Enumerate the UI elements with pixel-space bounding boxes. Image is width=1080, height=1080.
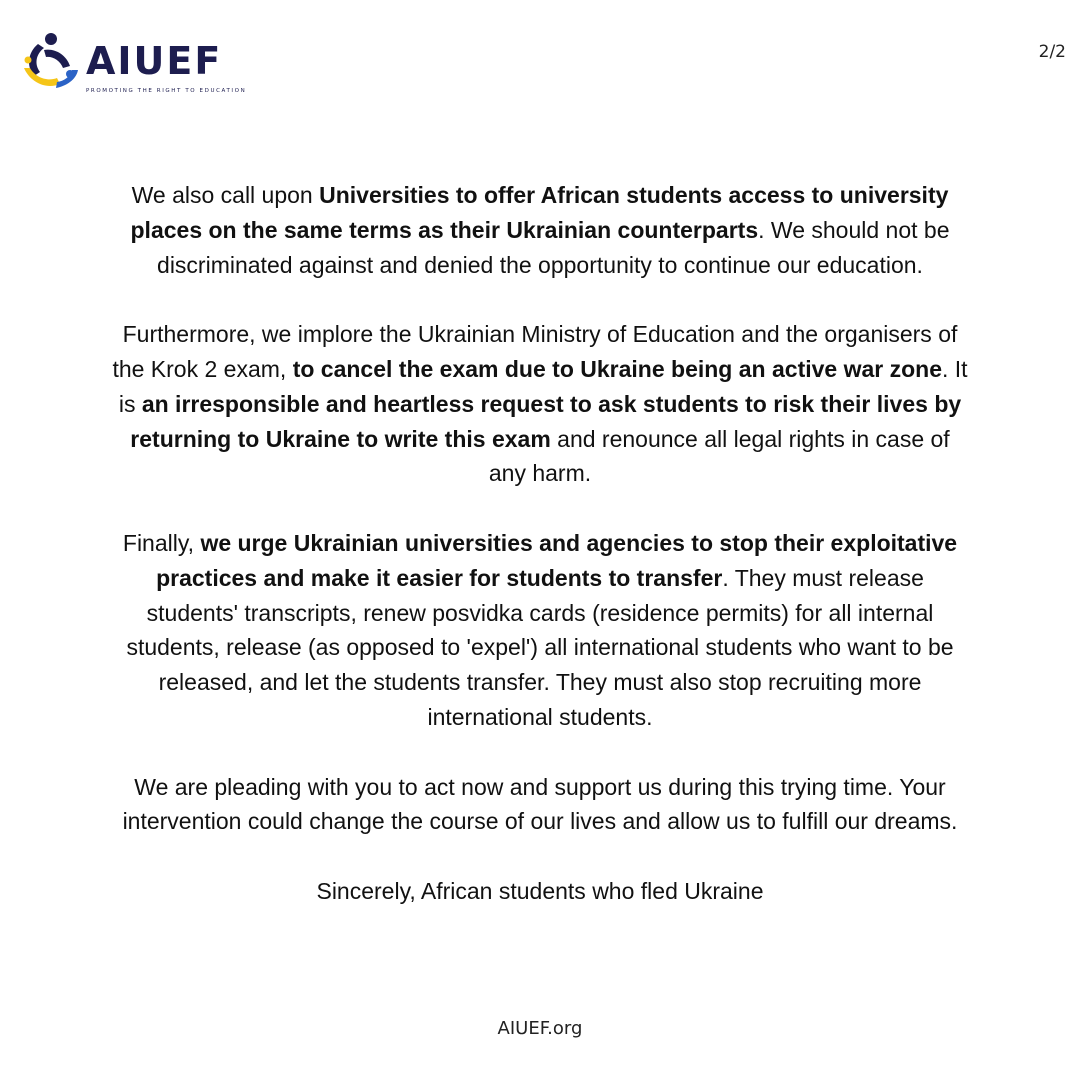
aiuef-logo bbox=[20, 30, 250, 98]
aiuef-logo-icon bbox=[20, 30, 82, 92]
paragraph-plea: We are pleading with you to act now and support us during this trying time. Your intervention could change the course of our lives and allow us to fulfill our dreams. bbox=[122, 773, 958, 835]
text-segment: Finally, bbox=[122, 529, 201, 556]
letter-body bbox=[110, 178, 970, 944]
logo-tagline: PROMOTING THE RIGHT TO EDUCATION bbox=[86, 88, 247, 94]
signoff: Sincerely, African students who fled Ukraine bbox=[316, 877, 764, 904]
bold-text-segment: we urge Ukrainian universities and agencies to stop their exploitative practices and make it easier for students to transfer bbox=[156, 529, 958, 591]
text-segment: and renounce all legal rights in case of any harm. bbox=[488, 425, 950, 487]
paragraph-access-request bbox=[110, 178, 970, 282]
logo-wordmark: AIUEF bbox=[86, 39, 223, 83]
bold-text-segment: an irresponsible and heartless request to ask students to risk their lives by returning to Ukraine to write this exam bbox=[130, 390, 962, 452]
bold-text-segment: to cancel the exam due to Ukraine being an active war zone bbox=[292, 355, 942, 382]
text-segment: Furthermore, we implore the Ukrainian Ministry of Education and the organisers of the Krok 2 exam, bbox=[112, 321, 958, 382]
text-segment: . It is bbox=[118, 355, 968, 417]
text-segment: . They must release students' transcripts, renew posvidka cards (residence permits) for all internal students, release (as opposed to 'expel') all international students who want to be released, and let the students transfer. They must also stop recruiting more international students. bbox=[126, 564, 954, 730]
text-segment: We also call upon bbox=[131, 182, 320, 208]
website-footer: AIUEF.org bbox=[497, 1018, 583, 1039]
page-indicator: 2/2 bbox=[1038, 42, 1066, 62]
paragraph-exam-cancellation bbox=[110, 317, 970, 491]
bold-text-segment: Universities to offer African students access to university places on the same terms as their Ukrainian counterparts bbox=[130, 182, 949, 243]
paragraph-transfer-request bbox=[110, 526, 970, 735]
text-segment: . We should not be discriminated against and denied the opportunity to continue our education. bbox=[157, 216, 950, 278]
